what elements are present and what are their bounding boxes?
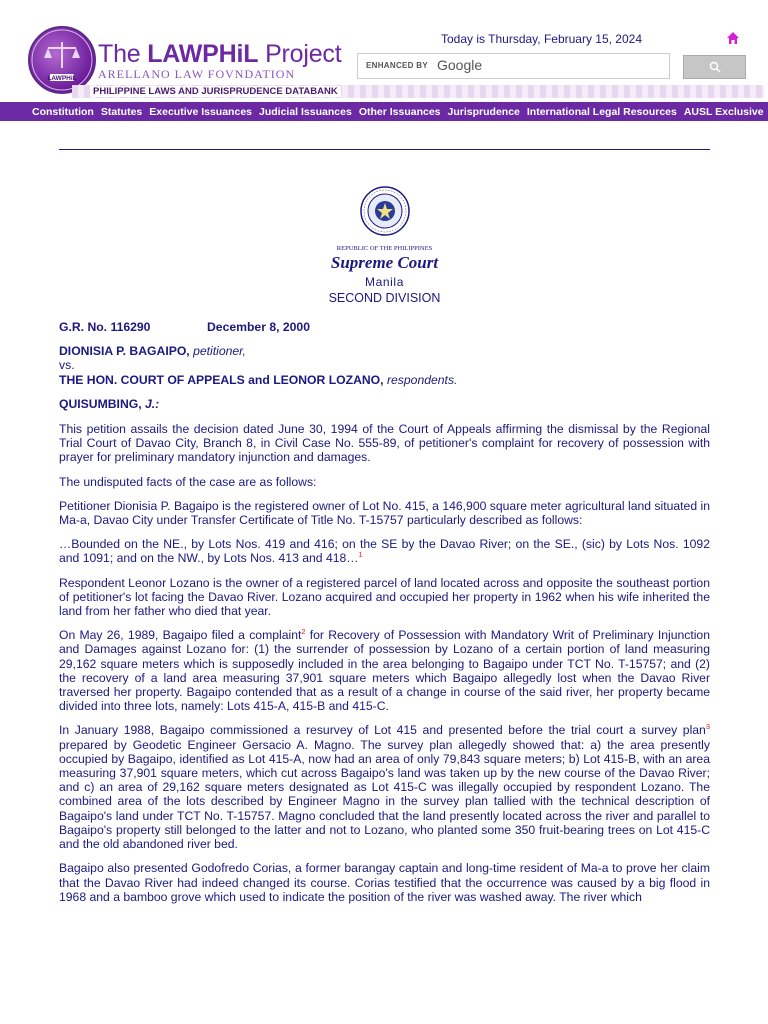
case-number-line xyxy=(59,320,710,334)
footnote-link[interactable]: 3 xyxy=(705,722,710,732)
republic-label: REPUBLIC OF THE PHILIPPINES xyxy=(336,245,433,252)
case-parties xyxy=(59,344,710,387)
nav-item-international-legal-resources[interactable]: International Legal Resources xyxy=(526,105,677,118)
nav-item-jurisprudence[interactable]: Jurisprudence xyxy=(447,105,520,118)
nav-item-ausl-exclusive[interactable]: AUSL Exclusive xyxy=(683,105,764,118)
paragraph: Petitioner Dionisia P. Bagaipo is the registered owner of Lot No. 415, a 146,900 square meter agricultural land situated in Ma-a, Davao City under Transfer Certificate of Title No. T-15757 particularly described as follows: xyxy=(59,498,710,528)
gr-number: G.R. No. 116290 xyxy=(59,320,151,334)
footnote-link[interactable]: 1 xyxy=(358,550,363,560)
paragraph: On May 26, 1989, Bagaipo filed a complaint$^2$ for Recovery of Possession with Mandatory Writ of Preliminary Injunction and Damages against Lozano for: (1) the surrender of possession by Lozano of a certain portion of land measuring 29,162 square meters which is supposedly included in the area belonging to Bagaipo under TCT No. T-15757; and (2) the recovery of a land area measuring 37,901 square meters which Bagaipo allegedly lost when the Davao River traversed her property. Bagaipo contended that as a result of a change in course of the said river, her property became divided into three lots, namely: Lots 415-A, 415-B and 415-C. xyxy=(59,627,710,714)
decision-body xyxy=(59,320,710,914)
decision-date: December 8, 2000 xyxy=(207,320,310,334)
petitioner-name: DIONISIA P. BAGAIPO, xyxy=(59,344,190,359)
nav-item-executive-issuances[interactable]: Executive Issuances xyxy=(149,105,252,118)
paragraph: In January 1988, Bagaipo commissioned a resurvey of Lot 415 and presented before the trial court a survey plan$^3$ prepared by Geodetic Engineer Gersacio A. Magno. The survey plan allegedly showed that: a) the area presently occupied by Bagaipo, identified as Lot 415-A, now had an area of only 79,843 square meters; b) Lot 415-B, with an area measuring 37,901 square meters, which cut across Bagaipo's land was taken up by the new course of the Davao River; and c) an area of 29,162 square meters designated as Lot 415-C was illegally occupied by respondent Lozano. The combined area of the lots described by Engineer Magno in the survey plan tallied with the technical description of Bagaipo's land under TCT No. T-15757. Magno concluded that the land presently located across the river and parallel to Bagaipo's property still belonged to the latter and not to Lozano, who planted some 350 fruit-bearing trees on Lot 415-C and the old abandoned river bed. xyxy=(59,722,710,852)
court-division: SECOND DIVISION xyxy=(328,291,441,305)
home-icon[interactable] xyxy=(726,31,740,45)
footnote-link[interactable]: 2 xyxy=(301,627,306,637)
respondents-role: respondents. xyxy=(386,372,458,387)
petitioner-role: petitioner, xyxy=(193,344,246,359)
court-city: Manila xyxy=(365,275,404,289)
google-logo: Google xyxy=(437,57,483,73)
search-input[interactable] xyxy=(357,53,670,79)
supreme-court-seal-icon xyxy=(360,186,410,236)
search-icon xyxy=(709,61,721,73)
nav-item-constitution[interactable]: Constitution xyxy=(32,105,94,118)
brand-subtitle: ARELLANO LAW FOVNDATION xyxy=(98,67,296,81)
top-divider xyxy=(59,149,710,150)
ponente: QUISUMBING, J.: xyxy=(59,396,160,411)
scales-of-justice-icon xyxy=(30,28,94,92)
paragraph: Respondent Leonor Lozano is the owner of a registered parcel of land located across and opposite the southeast portion of petitioner's lot facing the Davao River. Lozano acquired and occupied her property in 1962 when his wife inherited the land from her father who died that year. xyxy=(59,575,710,619)
paragraph: Bagaipo also presented Godofredo Corias, a former barangay captain and long-time resident of Ma-a to prove her claim that the Davao River had indeed changed its course. Corias testified that the occurrence was caused by a big flood in 1968 and a bamboo grove which used to indicate the position of the river was washed away. The river which xyxy=(59,861,710,904)
nav-item-statutes[interactable]: Statutes xyxy=(100,105,143,118)
paragraph: This petition assails the decision dated June 30, 1994 of the Court of Appeals affirming the dismissal by the Regional Trial Court of Davao City, Branch 8, in Civil Case No. 555-89, of petitioner's complaint for recovery of possession with prayer for preliminary mandatory injunction and damages. xyxy=(59,422,710,465)
respondents-name: THE HON. COURT OF APPEALS and LEONOR LOZANO, xyxy=(59,372,384,387)
databank-label: PHILIPPINE LAWS AND JURISPRUDENCE DATABANK xyxy=(90,86,341,97)
paragraph-quote: …Bounded on the NE., by Lots Nos. 419 and 416; on the SE by the Davao River; on the SE., (sic) by Lots Nos. 1092 and 1091; and on the NW., by Lots Nos. 413 and 418…$^1$ xyxy=(59,537,710,566)
court-heading xyxy=(59,186,710,305)
lawphil-logo[interactable] xyxy=(28,26,96,94)
site-header xyxy=(0,0,768,102)
court-name: Supreme Court xyxy=(330,253,439,272)
logo-label: LAWPHiL xyxy=(47,75,77,82)
search-enhanced-label: ENHANCED BY xyxy=(366,61,428,70)
today-date: Today is Thursday, February 15, 2024 xyxy=(441,32,642,46)
versus-label: vs. xyxy=(59,358,75,373)
paragraph: The undisputed facts of the case are as follows: xyxy=(59,474,317,489)
main-nav xyxy=(0,102,768,121)
brand-title[interactable]: The LAWPHiL Project xyxy=(98,40,342,68)
nav-item-judicial-issuances[interactable]: Judicial Issuances xyxy=(259,105,352,118)
nav-item-other-issuances[interactable]: Other Issuances xyxy=(358,105,441,118)
search-button[interactable] xyxy=(683,55,746,79)
